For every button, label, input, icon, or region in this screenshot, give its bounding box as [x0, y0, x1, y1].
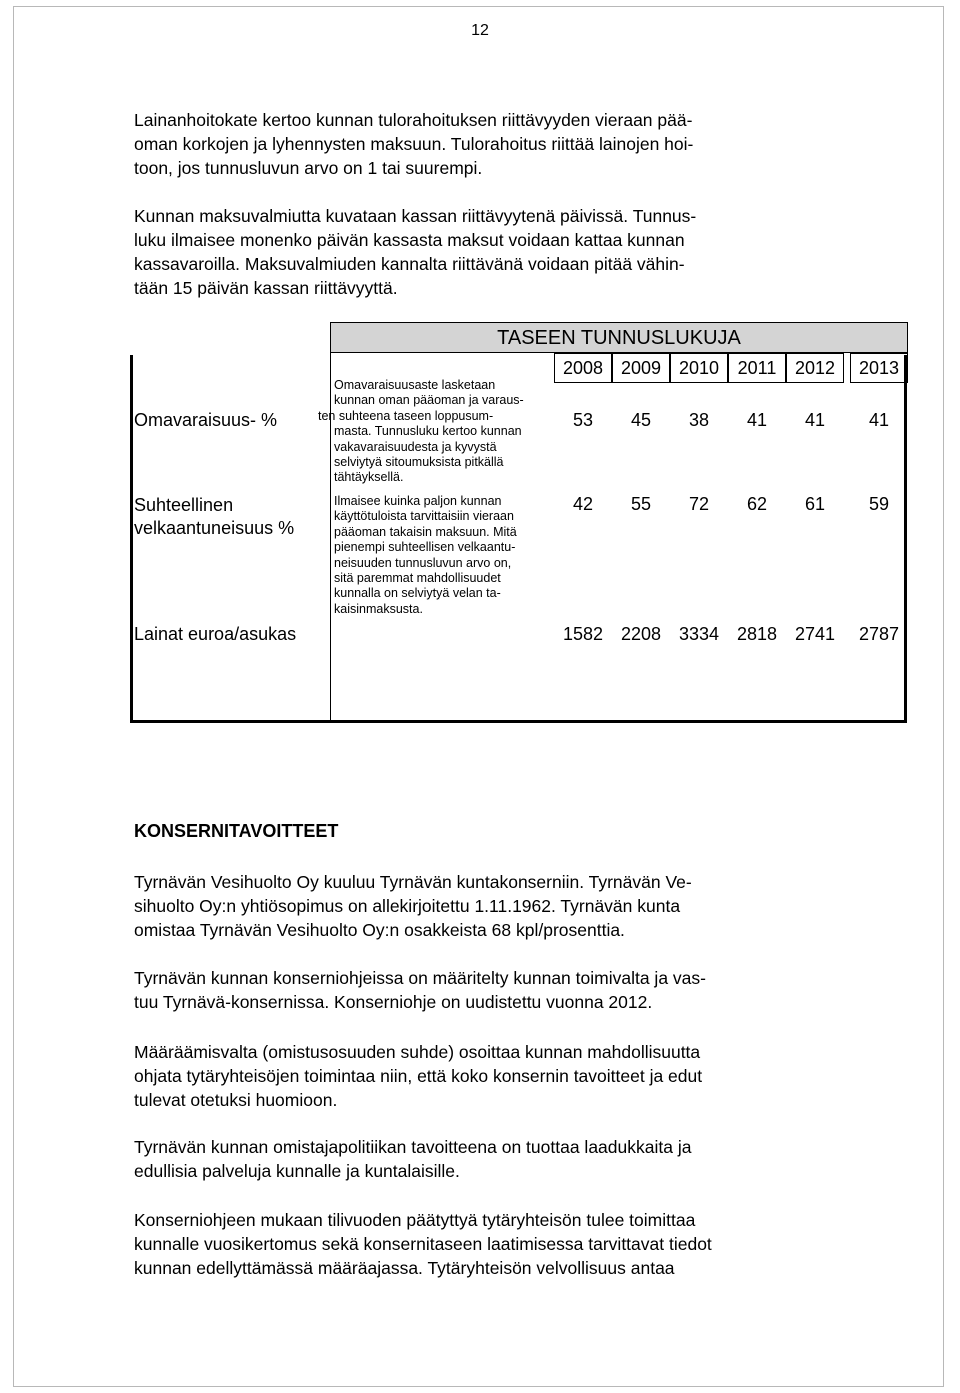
desc-line: masta. Tunnusluku kertoo kunnan — [334, 424, 522, 439]
year-header: 2009 — [612, 353, 670, 383]
year-header: 2008 — [554, 353, 612, 383]
table-cell: 2787 — [858, 624, 900, 644]
desc-line: vakavaraisuudesta ja kyvystä — [334, 439, 497, 454]
desc-line: ten suhteena taseen loppusum- — [318, 408, 494, 423]
text-line: Tyrnävän kunnan konserniohjeissa on määritelty kunnan toimivalta ja vas- — [134, 968, 706, 988]
desc-line: kaisinmaksusta. — [334, 601, 423, 616]
row-label-line: Lainat euroa/asukas — [134, 624, 297, 644]
text-line: omistaa Tyrnävän Vesihuolto Oy:n osakkeista 68 kpl/prosenttia. — [134, 920, 625, 940]
desc-line: tähtäyksellä. — [334, 470, 404, 485]
section-paragraph-2 — [134, 966, 834, 1014]
desc-line: selviytyä sitoumuksista pitkällä — [334, 455, 504, 470]
table-cell: 38 — [688, 410, 710, 430]
intro-paragraph-1 — [134, 108, 834, 180]
text-line: toon, jos tunnusluvun arvo on 1 tai suurempi. — [134, 158, 483, 178]
page-number: 12 — [471, 22, 489, 39]
table-cell: 55 — [630, 494, 652, 514]
desc-line: Ilmaisee kuinka paljon kunnan — [334, 494, 502, 508]
row-label-equity-ratio — [134, 409, 277, 432]
table-cell: 62 — [746, 494, 768, 514]
section-paragraph-5 — [134, 1208, 834, 1280]
text-line: tulevat otetuksi huomioon. — [134, 1090, 338, 1110]
text-line: sihuolto Oy:n yhtiösopimus on allekirjoitettu 1.11.1962. Tyrnävän kunta — [134, 896, 681, 916]
table-title: TASEEN TUNNUSLUKUJA — [330, 322, 908, 353]
desc-line: Omavaraisuusaste lasketaan — [334, 378, 496, 392]
text-line: kunnalle vuosikertomus sekä konsernitaseen laatimisessa tarvittavat tiedot — [134, 1234, 712, 1254]
desc-line: neisuuden tunnusluvun arvo on, — [334, 555, 512, 570]
text-line: Tyrnävän kunnan omistajapolitiikan tavoitteena on tuottaa laadukkaita ja — [134, 1137, 692, 1157]
text-line: Lainanhoitokate kertoo kunnan tulorahoituksen riittävyyden vieraan pää- — [134, 110, 693, 130]
row-description-equity-ratio — [318, 378, 524, 486]
intro-paragraph-2 — [134, 204, 834, 300]
text-line: Kunnan maksuvalmiutta kuvataan kassan riittävyytenä päivissä. Tunnus- — [134, 206, 697, 226]
row-label-line: Omavaraisuus- % — [134, 410, 278, 430]
text-line: ohjata tytäryhteisöjen toimintaa niin, että koko konsernin tavoitteet ja edut — [134, 1066, 703, 1086]
desc-line: pienempi suhteellisen velkaantu- — [334, 540, 516, 555]
desc-line: kunnalla on selviytyä velan ta- — [334, 586, 501, 601]
row-label-line: Suhteellinen — [134, 495, 234, 515]
table-cell: 53 — [572, 410, 594, 430]
year-header: 2013 — [850, 353, 908, 383]
text-line: Tyrnävän Vesihuolto Oy kuuluu Tyrnävän kuntakonserniin. Tyrnävän Ve- — [134, 872, 692, 892]
desc-line: sitä paremmat mahdollisuudet — [334, 571, 501, 586]
table-cell: 2818 — [736, 624, 778, 644]
table-cell: 41 — [746, 410, 768, 430]
text-line: kunnan edellyttämässä määräajassa. Tytäryhteisön velvollisuus antaa — [134, 1258, 675, 1278]
text-line: oman korkojen ja lyhennysten maksuun. Tulorahoitus riittää lainojen hoi- — [134, 134, 694, 154]
desc-line: kunnan oman pääoman ja varaus- — [334, 393, 524, 408]
year-header: 2011 — [728, 353, 786, 383]
text-line: Konserniohjeen mukaan tilivuoden päätyttyä tytäryhteisön tulee toimittaa — [134, 1210, 696, 1230]
table-cell: 3334 — [678, 624, 720, 644]
text-line: Määräämisvalta (omistusosuuden suhde) osoittaa kunnan mahdollisuutta — [134, 1042, 701, 1062]
row-description-relative-indebtedness — [334, 494, 517, 617]
year-header: 2010 — [670, 353, 728, 383]
table-cell: 72 — [688, 494, 710, 514]
text-line: tuu Tyrnävä-konsernissa. Konserniohje on uudistettu vuonna 2012. — [134, 992, 653, 1012]
text-line: luku ilmaisee monenko päivän kassasta maksut voidaan kattaa kunnan — [134, 230, 685, 250]
table-cell: 2208 — [620, 624, 662, 644]
table-cell: 42 — [572, 494, 594, 514]
text-line: tään 15 päivän kassan riittävyyttä. — [134, 278, 398, 298]
section-heading: KONSERNITAVOITTEET — [134, 821, 339, 841]
desc-line: pääoman takaisin maksuun. Mitä — [334, 524, 517, 539]
row-label-relative-indebtedness — [134, 494, 294, 540]
section-paragraph-4 — [134, 1135, 834, 1183]
section-paragraph-1 — [134, 870, 834, 942]
row-label-loans-per-resident — [134, 623, 296, 646]
text-line: kassavaroilla. Maksuvalmiuden kannalta riittävänä voidaan pitää vähin- — [134, 254, 685, 274]
desc-line: käyttötuloista tarvittaisiin vieraan — [334, 509, 514, 524]
text-line: edullisia palveluja kunnalle ja kuntalaisille. — [134, 1161, 460, 1181]
row-label-line: velkaantuneisuus % — [134, 518, 295, 538]
table-cell: 1582 — [562, 624, 604, 644]
table-cell: 41 — [868, 410, 890, 430]
year-header: 2012 — [786, 353, 844, 383]
table-cell: 45 — [630, 410, 652, 430]
table-cell: 61 — [804, 494, 826, 514]
table-cell: 59 — [868, 494, 890, 514]
table-cell: 2741 — [794, 624, 836, 644]
section-paragraph-3 — [134, 1040, 834, 1112]
table-cell: 41 — [804, 410, 826, 430]
